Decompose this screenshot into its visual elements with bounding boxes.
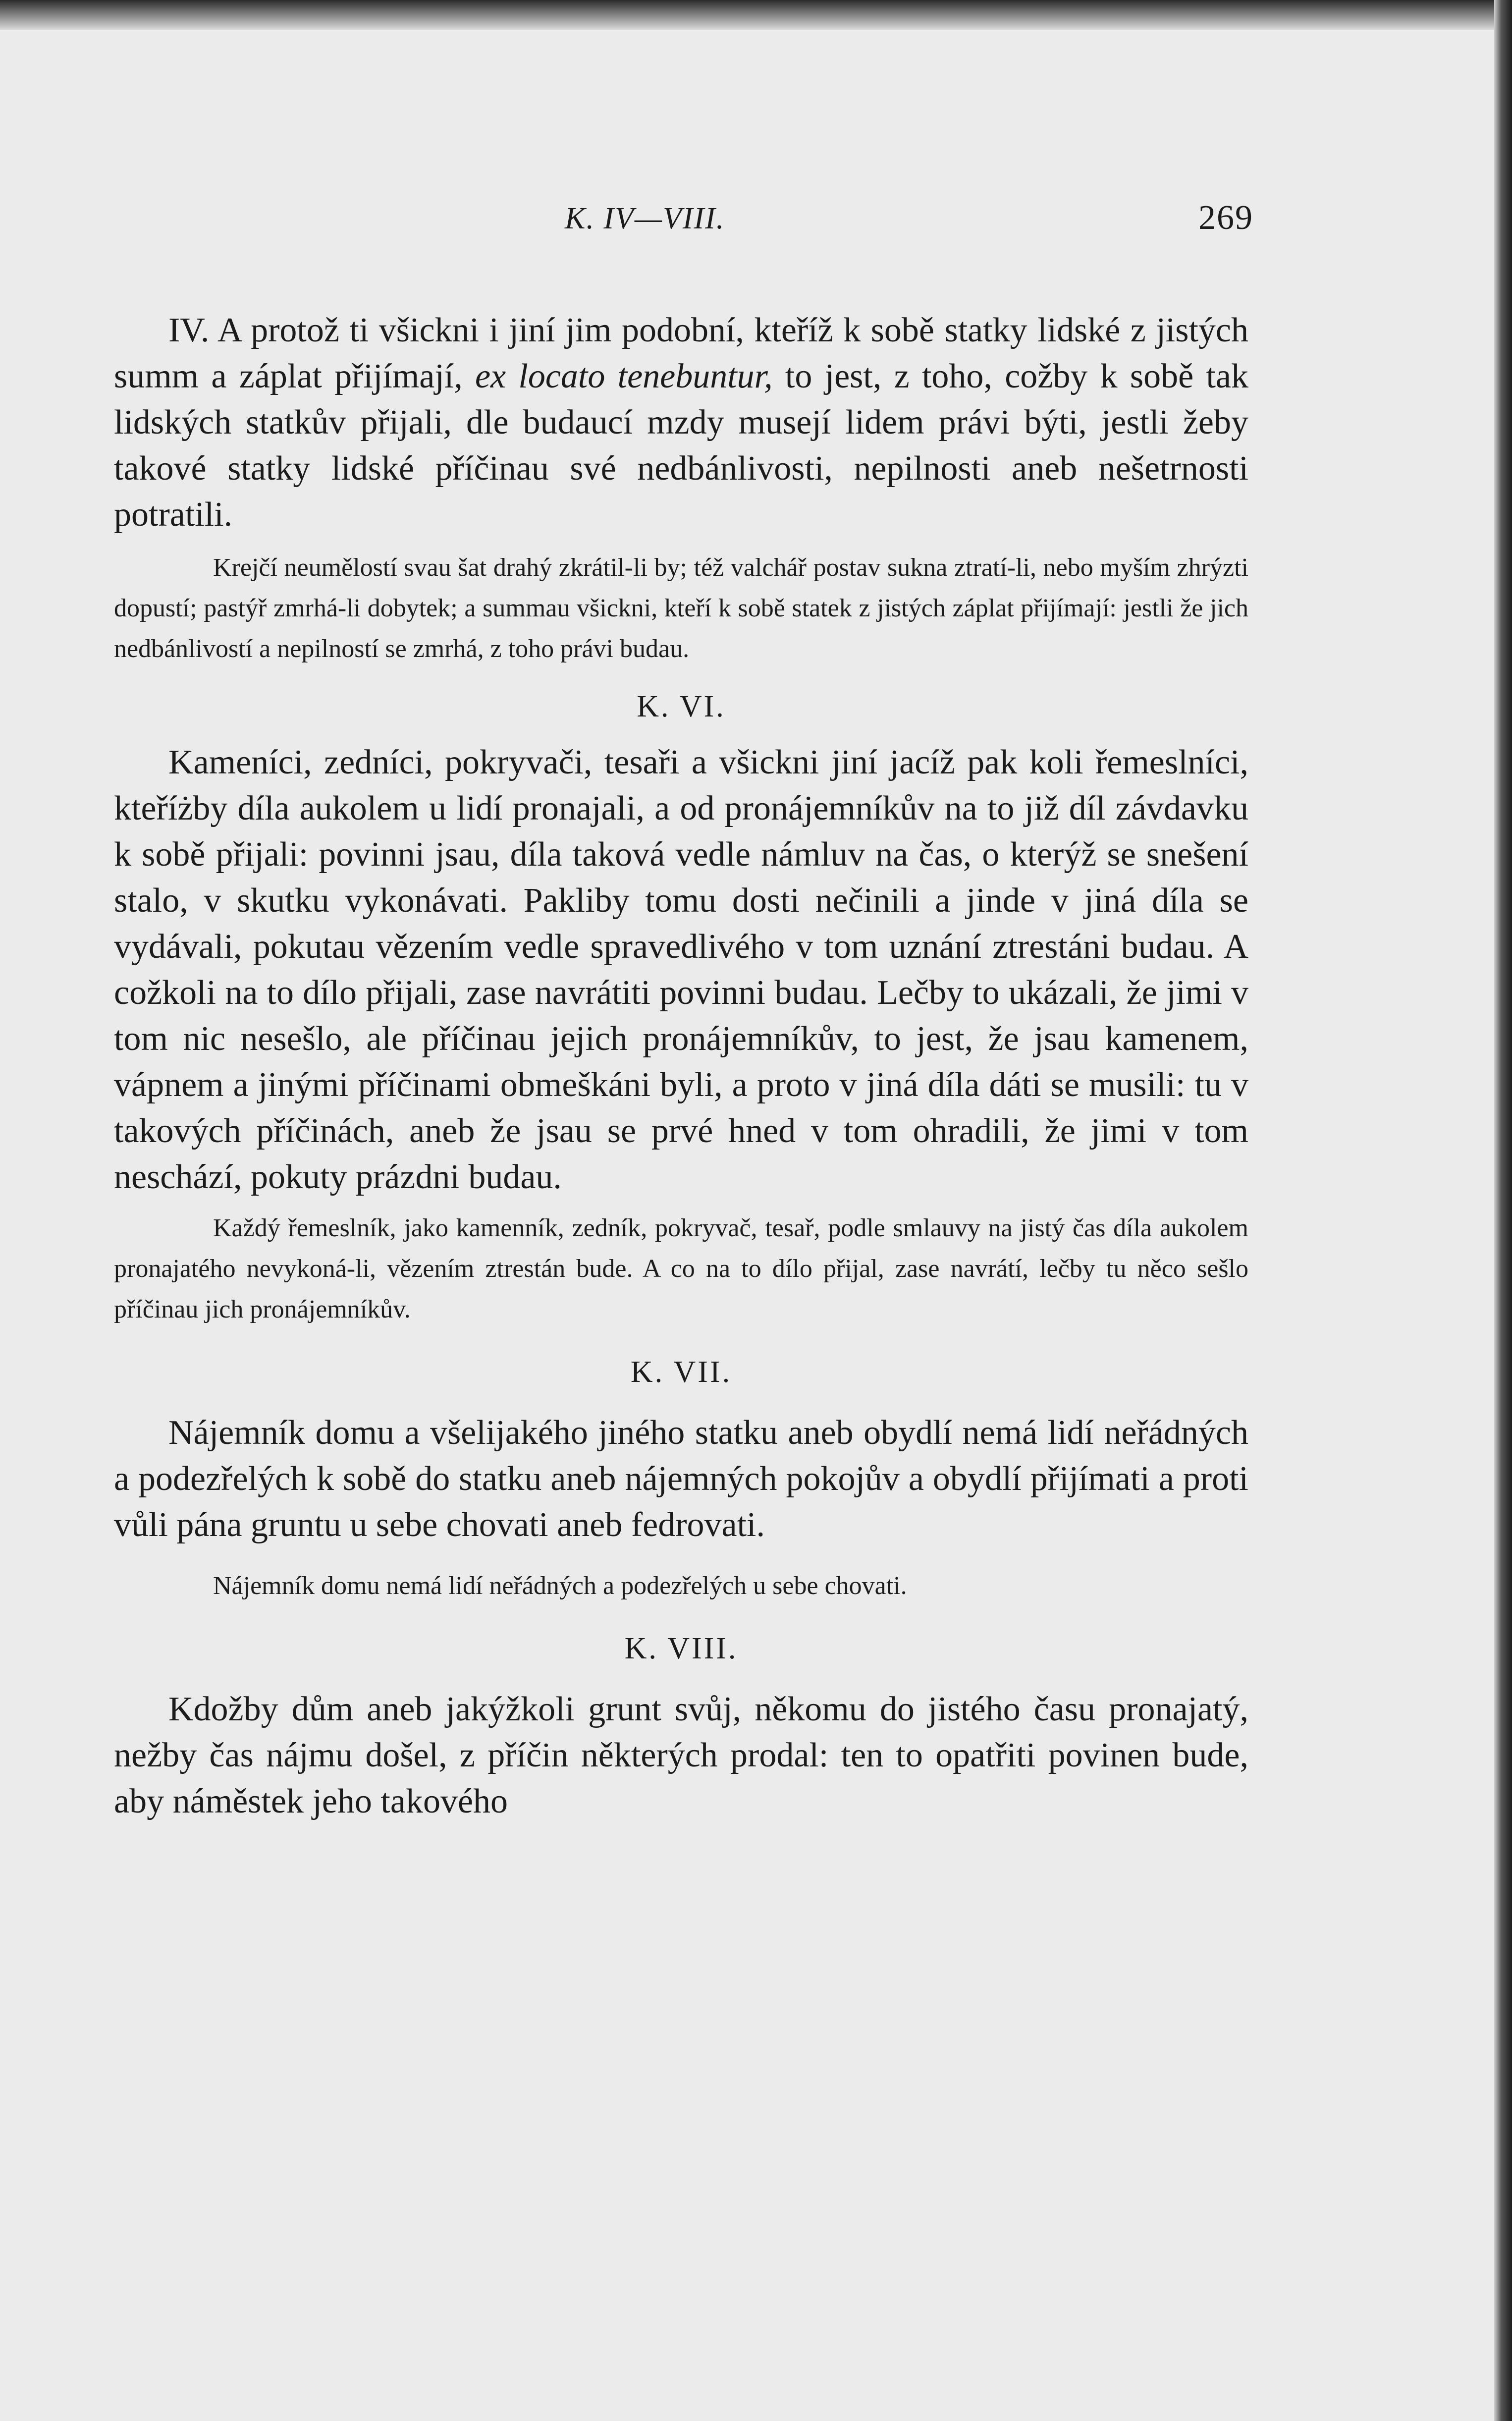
section-iv-text-start: IV. A protož ti všickni i jiní jim podobní, kteříž k sobě statky lidské z jistých summ a záplat přijímají, bbox=[114, 311, 1248, 395]
section-iv-text-end: to jest, z toho, cožby k sobě tak lidských statkův přijali, dle budaucí mzdy musejí lidem právi býti, jestli žeby takové statky lidské příčinau své nedbánlivosti, nepilnosti aneb nešetrnosti potratili. bbox=[114, 357, 1248, 534]
section-vi-heading: K. VI. bbox=[637, 690, 726, 723]
latin-phrase: ex locato tenebuntur, bbox=[475, 357, 773, 395]
page-number: 269 bbox=[1198, 199, 1253, 237]
scan-right-edge bbox=[1494, 0, 1512, 2421]
section-vi-paragraph: Kameníci, zedníci, pokryvači, tesaři a všickni jiní jacíž pak koli řemeslníci, kteříżby díla aukolem u lidí pronajali, a od pronájemníkův na to již díl závdavku k sobě přijali: povinni jsau, díla taková vedle námluv na čas, o kterýž se snešení stalo, v skutku vykonávati. Pakliby tomu dosti nečinili a jinde v jiná díla se vydávali, pokutau vězením vedle spravedlivého v tom uznání ztrestáni budau. A cožkoli na to dílo přijali, zase navrátiti povinni budau. Lečby to ukázali, že jimi v tom nic nesešlo, ale příčinau jejich pronájemníkův, to jest, že jsau kamenem, vápnem a jinými příčinami obmeškáni byli, a proto v jiná díla dáti se musili: tu v takových příčinách, aneb že jsau se prvé hned v tom ohradili, že jimi v tom neschází, pokuty prázdni budau. bbox=[114, 743, 1248, 1196]
running-head: K. IV—VIII. bbox=[565, 202, 725, 235]
section-vii-heading: K. VII. bbox=[630, 1355, 732, 1389]
section-vi-note: Každý řemeslník, jako kamenník, zedník, pokryvač, tesař, podle smlauvy na jistý čas díla aukolem pronajatého nevykoná-li, vězením ztrestán bude. A co na to dílo přijal, zase navrátí, lečby tu něco sešlo příčinau jich pronájemníkův. bbox=[114, 1214, 1248, 1323]
book-page bbox=[114, 183, 1253, 1824]
page-header bbox=[114, 183, 1253, 243]
section-iv-note: Krejčí neumělostí svau šat drahý zkrátil-li by; též valchář postav sukna ztratí-li, nebo myším zhrýzti dopustí; pastýř zmrhá-li dobytek; a summau všickni, kteří k sobě statek z jistých záplat přijímají: jestli že jich nedbánlivostí a nepilností se zmrhá, z toho právi budau. bbox=[114, 553, 1248, 663]
section-vii-paragraph: Nájemník domu a všelijakého jiného statku aneb obydlí nemá lidí neřádných a podezřelých k sobě do statku aneb nájemných pokojův a obydlí přijímati a proti vůli pána gruntu u sebe chovati aneb fedrovati. bbox=[114, 1414, 1248, 1544]
section-viii-paragraph: Kdožby dům aneb jakýžkoli grunt svůj, někomu do jistého času pronajatý, nežby čas nájmu došel, z příčin některých prodal: ten to opatřiti povinen bude, aby náměstek jeho takového bbox=[114, 1690, 1248, 1820]
scan-top-edge bbox=[0, 0, 1512, 30]
section-iv-paragraph bbox=[114, 307, 1248, 538]
section-viii-heading: K. VIII. bbox=[624, 1632, 738, 1665]
section-vii-note: Nájemník domu nemá lidí neřádných a podezřelých u sebe chovati. bbox=[213, 1572, 907, 1600]
